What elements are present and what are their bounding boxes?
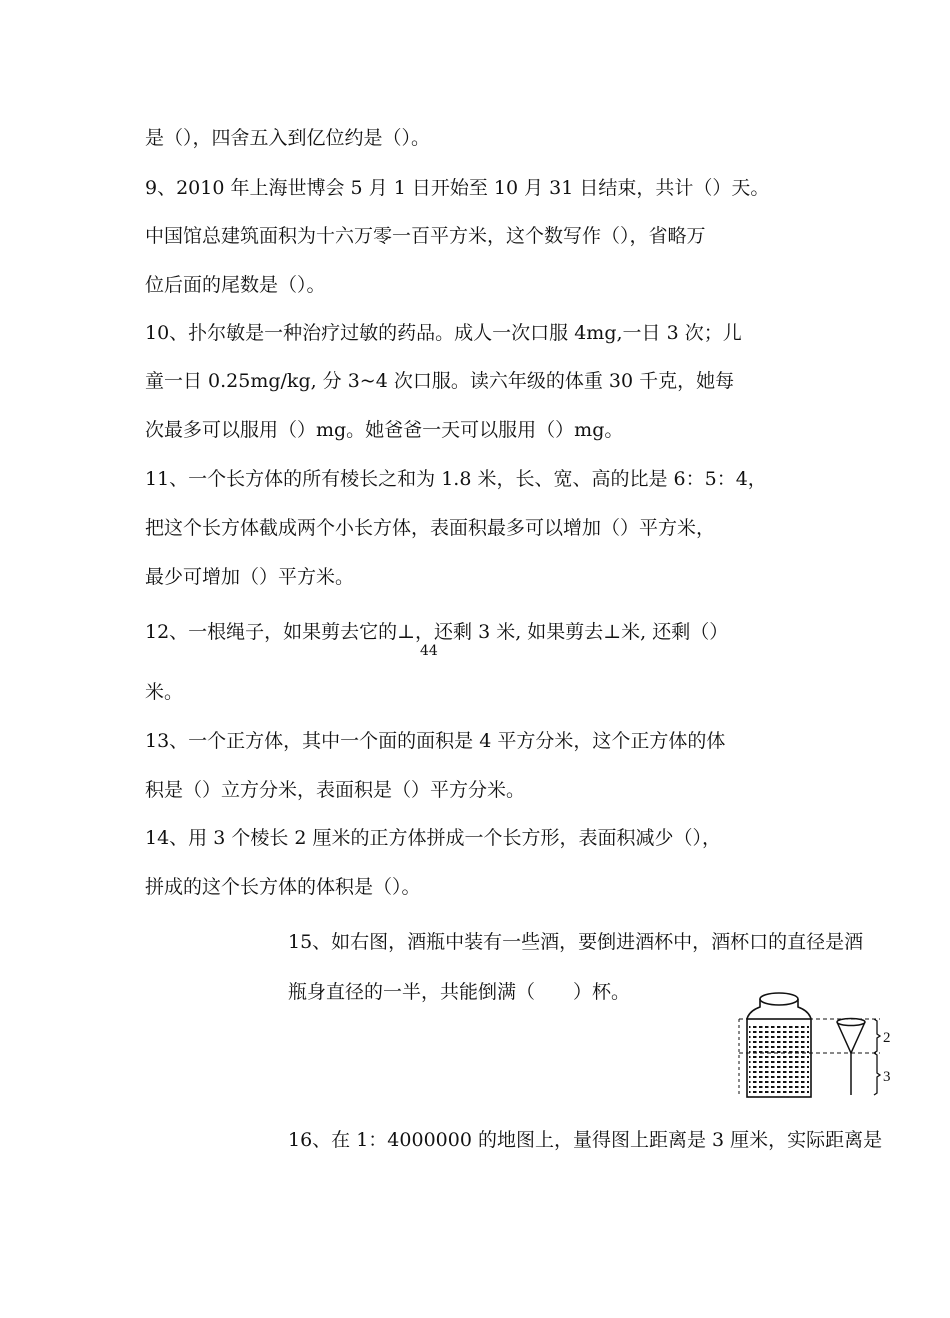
- glass-rim: [837, 1019, 865, 1026]
- question-12-line-2: 米。: [145, 681, 184, 703]
- text-line-1: 是（），四舍五入到亿位约是（）。: [145, 127, 431, 149]
- question-11-line-1: 11、一个长方体的所有棱长之和为 1.8 米，长、宽、高的比是 6：5：4，: [145, 468, 767, 490]
- brace-bottom: [874, 1053, 880, 1095]
- bottle-glass-figure: [735, 985, 900, 1100]
- question-15-line-1: 15、如右图，酒瓶中装有一些酒，要倒进酒杯中，酒杯口的直径是酒: [288, 931, 864, 953]
- question-12-line-1: 12、一根绳子，如果剪去它的⊥，还剩 3 米, 如果剪去⊥米, 还剩（）: [145, 621, 729, 643]
- bottle-liquid: [749, 1025, 809, 1095]
- glass-cup: [837, 1022, 865, 1053]
- question-9-line-2: 中国馆总建筑面积为十六万零一百平方米，这个数写作（），省略万: [145, 225, 706, 247]
- brace-top: [874, 1019, 880, 1053]
- question-10-line-2: 童一日 0.25mg/kg, 分 3~4 次口服。读六年级的体重 30 千克，她每: [145, 370, 735, 392]
- question-14-line-1: 14、用 3 个棱长 2 厘米的正方体拼成一个长方形，表面积减少（），: [145, 827, 722, 849]
- question-10-line-3: 次最多可以服用（）mg。她爸爸一天可以服用（）mg。: [145, 419, 624, 441]
- question-15-line-2: 瓶身直径的一半，共能倒满（ ）杯。: [288, 981, 631, 1003]
- question-13-line-1: 13、一个正方体，其中一个面的面积是 4 平方分米，这个正方体的体: [145, 730, 726, 752]
- question-11-line-2: 把这个长方体截成两个小长方体，表面积最多可以增加（）平方米，: [145, 517, 716, 539]
- question-9-line-1: 9、2010 年上海世博会 5 月 1 日开始至 10 月 31 日结束，共计（）天。: [145, 177, 770, 199]
- question-16-line-1: 16、在 1：4000000 的地图上，量得图上距离是 3 厘米，实际距离是: [288, 1129, 883, 1151]
- question-10-line-1: 10、扑尔敏是一种治疗过敏的药品。成人一次口服 4mg,一日 3 次；儿: [145, 322, 742, 344]
- question-11-line-3: 最少可增加（）平方米。: [145, 566, 355, 588]
- bottle-shoulder-right: [798, 999, 811, 1019]
- fraction-denominators: 44: [420, 643, 438, 659]
- question-9-line-3: 位后面的尾数是（）。: [145, 274, 326, 296]
- question-13-line-2: 积是（）立方分米，表面积是（）平方分米。: [145, 779, 526, 801]
- bottle-shoulder-left: [747, 999, 760, 1019]
- bottle-mouth: [760, 993, 798, 1005]
- dimension-label-bottom: 3: [883, 1069, 891, 1085]
- question-14-line-2: 拼成的这个长方体的体积是（）。: [145, 876, 421, 898]
- dimension-label-top: 2: [883, 1030, 891, 1046]
